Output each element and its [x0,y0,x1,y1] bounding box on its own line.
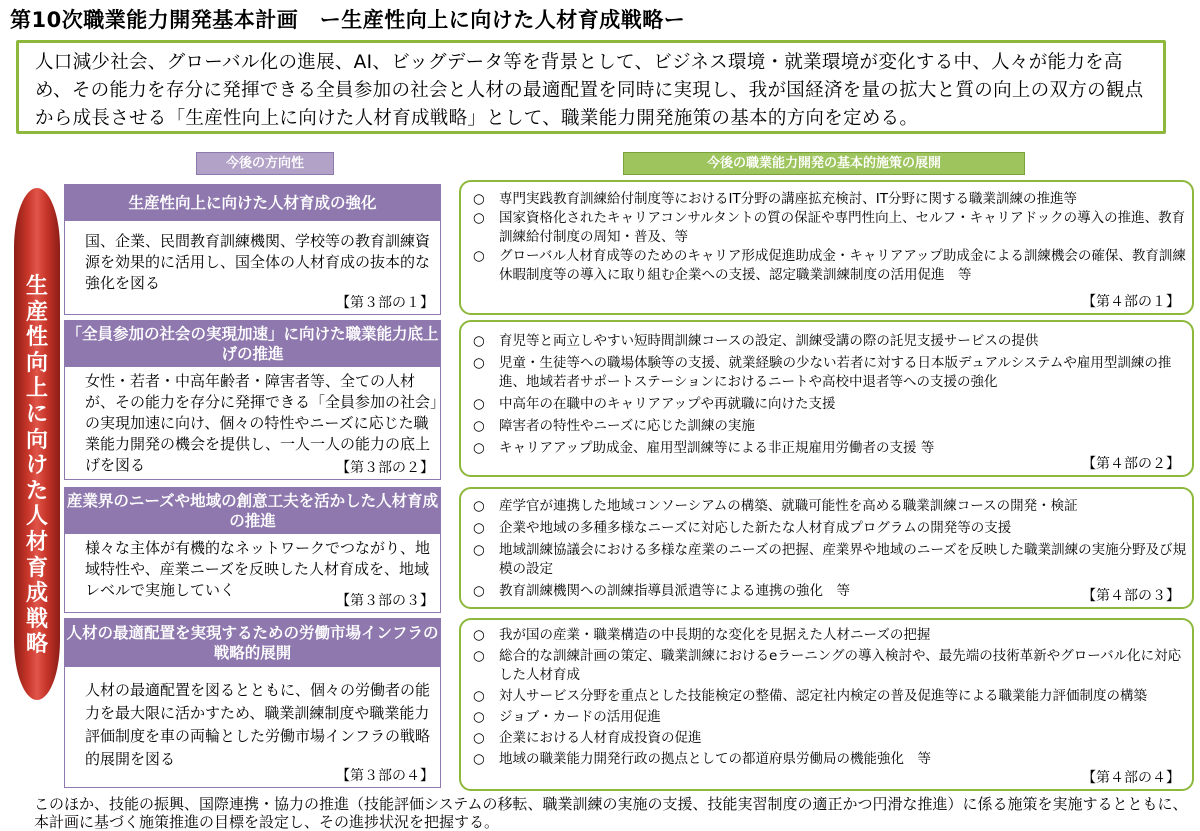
direction-ref-3: 【第３部の３】 [336,593,434,609]
direction-body-4: 人材の最適配置を図るとともに、個々の労働者の能力を最大限に活かすため、職業訓練制度や職業能力評価制度を車の両輪とした労働市場インフラの戦略的展開を図る [85,681,431,768]
direction-ref-2: 【第３部の２】 [336,460,434,476]
measure-item: ○ 障害者の特性やニーズに応じた訓練の実施 [473,418,755,434]
measure-item: ○ 企業や地域の多種多様なニーズに対応した新たな人材育成プログラムの開発等の支援 [473,520,1012,536]
measure-item: ○ 産学官が連携した地域コンソーシアムの構築、就職可能性を高める職業訓練コースの開発・検証 [473,498,1078,514]
measure-item: ○ 教育訓練機関への訓練指導員派遣等による連携の強化 等 [473,583,850,599]
measures-box-4 [459,618,1194,791]
direction-ref-4: 【第３部の４】 [336,768,434,784]
direction-heading-4: 人材の最適配置を実現するための労働市場インフラの戦略的展開 [65,619,440,667]
measure-item: ○ キャリアアップ助成金、雇用型訓練等による非正規雇用労働者の支援 等 [473,440,935,456]
bullet-icon: ○ [473,542,485,558]
basic-measures-header: 今後の職業能力開発の基本的施策の展開 [623,152,1025,175]
measure-item: ○ 国家資格化されたキャリアコンサルタントの質の保証や専門性向上、セルフ・キャリアドックの導入の推進、教育訓練給付制度の周知・普及、等 [473,210,1186,245]
bullet-icon: ○ [473,688,485,704]
bullet-icon: ○ [473,498,485,514]
measure-item: ○ 企業における人材育成投資の促進 [473,730,702,746]
strategy-vertical-banner [14,188,60,700]
page-title: 第10次職業能力開発基本計画 ー生産性向上に向けた人材育成戦略ー [10,8,686,32]
bullet-icon: ○ [473,751,485,767]
bullet-icon: ○ [473,709,485,725]
bullet-icon: ○ [473,248,485,264]
measures-ref-2: 【第４部の２】 [1082,456,1180,472]
bullet-icon: ○ [473,583,485,599]
direction-heading-1: 生産性向上に向けた人材育成の強化 [65,185,440,221]
bullet-icon: ○ [473,333,485,349]
measure-item: ○ 育児等と両立しやすい短時間訓練コースの設定、訓練受講の際の託児支援サービスの提供 [473,333,1039,349]
bullet-icon: ○ [473,627,485,643]
direction-heading-2: 「全員参加の社会の実現加速」に向けた職業能力底上げの推進 [65,321,440,367]
measure-item: ○ 中高年の在職中のキャリアアップや再就職に向けた支援 [473,396,836,412]
direction-box-1 [64,184,441,315]
measures-box-3 [459,487,1194,609]
direction-box-2 [64,320,441,480]
direction-box-3 [64,487,441,613]
direction-body-1: 国、企業、民間教育訓練機関、学校等の教育訓練資源を効果的に活用し、国全体の人材育成の抜本的な強化を図る [85,232,431,292]
measure-item: ○ 対人サービス分野を重点とした技能検定の整備、認定社内検定の普及促進等による職業能力評価制度の構築 [473,688,1147,704]
direction-heading-3: 産業界のニーズや地域の創意工夫を活かした人材育成の推進 [65,488,440,534]
bullet-icon: ○ [473,355,485,371]
direction-box-4 [64,618,441,788]
measure-item: ○ グローバル人材育成等のためのキャリア形成促進助成金・キャリアアップ助成金による訓練機会の確保、教育訓練休暇制度等の導入に取り組む企業への支援、認定職業訓練制度の活用促進 等 [473,248,1186,283]
bullet-icon: ○ [473,648,485,664]
bullet-icon: ○ [473,730,485,746]
measures-ref-1: 【第４部の１】 [1082,294,1180,310]
measure-item: ○ ジョブ・カードの活用促進 [473,709,661,725]
bullet-icon: ○ [473,396,485,412]
bullet-icon: ○ [473,210,485,226]
future-direction-header: 今後の方向性 [196,152,334,175]
measure-item: ○ 児童・生徒等への職場体験等の支援、就業経験の少ない若者に対する日本版デュアルシステムや雇用型訓練の推進、地域若者サポートステーションにおけるニートや高校中退者等への支援の強化 [473,355,1172,390]
measures-box-1 [459,180,1194,315]
vertical-label: 生 産 性 向 上 に 向 け た 人 材 育 成 戦 略 [25,274,48,658]
direction-body-2: 女性・若者・中高年齢者・障害者等、全ての人材が、その能力を存分に発揮できる「全員参加の社会」の実現加速に向け、個々の特性やニーズに応じた職業能力開発の機会を提供し、一人一人の能力の底上げを図る [85,372,438,474]
measure-item: ○ 地域訓練協議会における多様な産業のニーズの把握、産業界や地域のニーズを反映した職業訓練の実施分野及び規模の設定 [473,542,1187,577]
footer-note: このほか、技能の振興、国際連携・協力の推進（技能評価システムの移転、職業訓練の実施の支援、技能実習制度の適正かつ円滑な推進）に係る施策を実施するとともに、本計画に基づく施策推進の目標を設定し、その進捗状況を把握する。 [34,795,1188,831]
measures-box-2 [459,320,1194,477]
bullet-icon: ○ [473,520,485,536]
bullet-icon: ○ [473,418,485,434]
measures-ref-3: 【第４部の３】 [1082,588,1180,604]
measure-item: ○ 総合的な訓練計画の策定、職業訓練におけるeラーニングの導入検討や、最先端の技術革新やグローバル化に対応した人材育成 [473,648,1182,683]
intro-box [16,40,1166,134]
measure-item: ○ 地域の職業能力開発行政の拠点としての都道府県労働局の機能強化 等 [473,751,931,767]
bullet-icon: ○ [473,191,485,207]
bullet-icon: ○ [473,440,485,456]
measure-item: ○ 我が国の産業・職業構造の中長期的な変化を見据えた人材ニーズの把握 [473,627,931,643]
measure-item: ○ 専門実践教育訓練給付制度等におけるIT分野の講座拡充検討、IT分野に関する職業訓練の推進等 [473,191,1077,207]
measures-ref-4: 【第４部の４】 [1082,770,1180,786]
intro-text: 人口減少社会、グローバル化の進展、AI、ビッグデータ等を背景として、ビジネス環境・就業環境が変化する中、人々が能力を高め、その能力を存分に発揮できる全員参加の社会と人材の最適配置を同時に実現し、我が国経済を量の拡大と質の向上の双方の観点から成長させる「生産性向上に向けた人材育成戦略」として、職業能力開発施策の基本的方向を定める。 [35,52,1144,129]
direction-body-3: 様々な主体が有機的なネットワークでつながり、地域特性や、産業ニーズを反映した人材育成を、地域レベルで実施していく [85,539,431,599]
direction-ref-1: 【第３部の１】 [336,295,434,311]
